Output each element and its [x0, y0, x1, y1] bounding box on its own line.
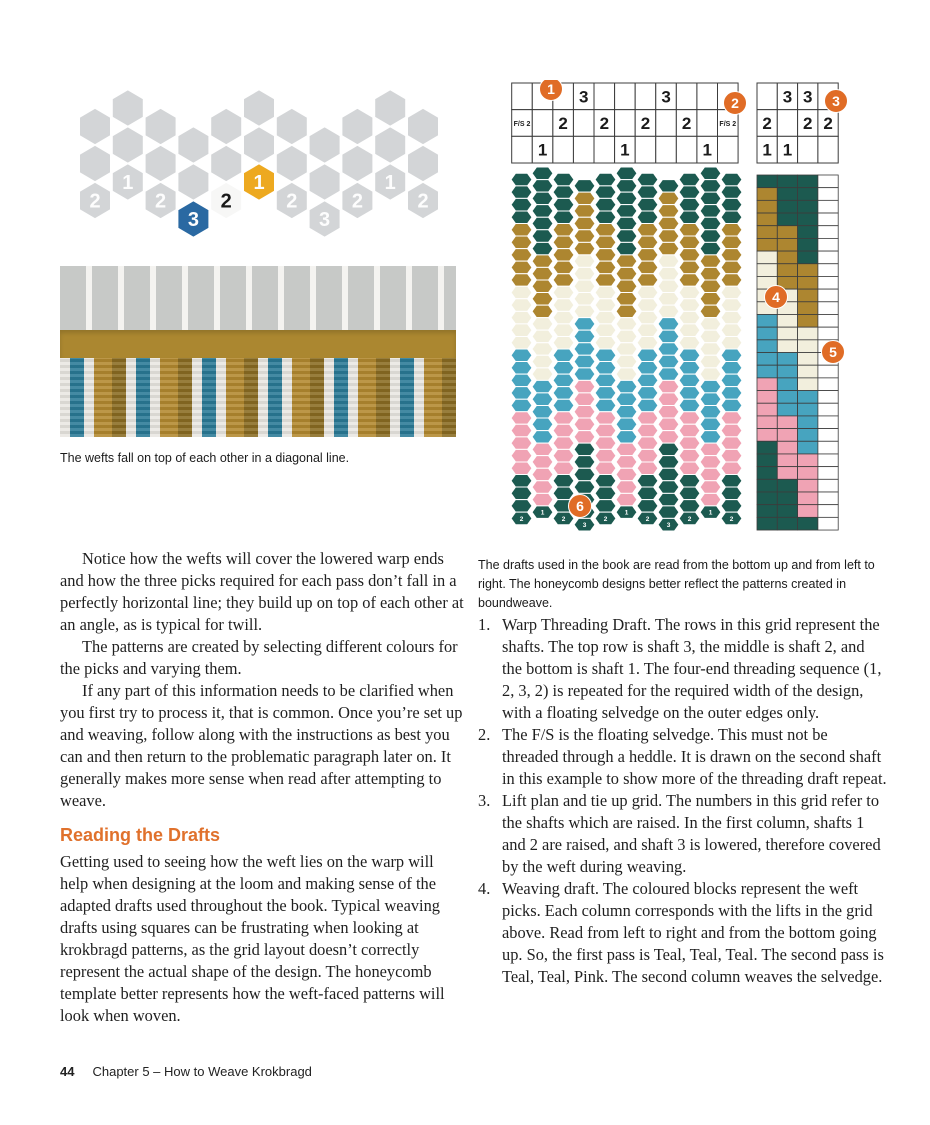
svg-text:2: 2	[687, 515, 692, 523]
svg-text:1: 1	[537, 140, 548, 160]
list-number: 2.	[478, 725, 491, 744]
svg-text:2: 2	[645, 515, 650, 523]
warp-threads	[60, 266, 456, 336]
svg-text:2: 2	[519, 515, 524, 523]
paragraph-3: If any part of this information needs to be clarified when you first try to process it, that is common. Once you’re set up and weaving, follow along with the instructions as best you can and then return to the problematic paragraph later on. It generally makes more sense when read after attempting to weave.	[60, 681, 463, 810]
svg-text:1: 1	[782, 140, 793, 160]
svg-text:3: 3	[803, 87, 813, 107]
paragraph-2: The patterns are created by selecting different colours for the picks and varying them.	[60, 637, 458, 678]
svg-text:2: 2	[681, 114, 692, 134]
chapter-title: Chapter 5 – How to Weave Krokbragd	[92, 1064, 312, 1079]
figure-badge-6	[569, 495, 592, 518]
svg-text:4: 4	[772, 289, 780, 305]
svg-text:2: 2	[220, 190, 232, 213]
figure-badge-1	[540, 80, 563, 101]
svg-text:1: 1	[620, 140, 630, 160]
figure-badge-2	[724, 92, 747, 115]
svg-text:3: 3	[187, 209, 199, 231]
list-text: Warp Threading Draft. The rows in this grid represent the shafts. The top row is shaft 3, the middle is shaft 2, and the bottom is shaft 1. The four-end threading sequence (1, 2, 3, 2) is repeated for the required width of the design, with a floating selvedge on the outer edges only.	[502, 615, 882, 722]
svg-text:1: 1	[708, 509, 713, 517]
draft-caption: The drafts used in the book are read from the bottom up and from left to right. The honeycomb designs better reflect the patterns created in boundweave.	[478, 558, 875, 610]
svg-text:3: 3	[832, 93, 840, 109]
svg-text:2: 2	[823, 114, 833, 134]
svg-text:2: 2	[803, 114, 813, 134]
svg-text:3: 3	[578, 87, 589, 107]
svg-text:F/S 2: F/S 2	[513, 121, 531, 129]
svg-text:2: 2	[351, 190, 363, 213]
list-text: The F/S is the floating selvedge. This must not be threaded through a heddle. It is drawn on the second shaft in this example to show more of the threading draft repeat.	[502, 725, 887, 788]
svg-text:3: 3	[661, 87, 671, 107]
list-number: 4.	[478, 879, 491, 898]
list-number: 1.	[478, 615, 491, 634]
svg-text:1: 1	[624, 509, 629, 517]
honeycomb-shaft-diagram	[58, 84, 460, 246]
page-footer	[60, 1064, 312, 1079]
photo-caption: The wefts fall on top of each other in a diagonal line.	[60, 451, 350, 465]
figure-badge-5	[822, 341, 845, 364]
svg-text:2: 2	[762, 114, 772, 134]
page-number: 44	[60, 1064, 75, 1079]
svg-text:2: 2	[729, 515, 734, 523]
svg-text:F/S 2: F/S 2	[719, 121, 737, 129]
figure-badge-3	[825, 90, 848, 113]
svg-text:2: 2	[603, 515, 608, 523]
svg-text:2: 2	[599, 114, 610, 134]
list-text: Lift plan and tie up grid. The numbers in this grid refer to the shafts which are raised. In the first column, shafts 1 and 2 are raised, and shaft 3 is lowered, therefore covered by the weft during weaving.	[502, 791, 881, 876]
svg-text:1: 1	[384, 172, 396, 194]
svg-text:1: 1	[540, 509, 545, 517]
woven-pattern	[60, 358, 456, 437]
svg-text:2: 2	[417, 190, 429, 213]
svg-text:2: 2	[155, 190, 167, 213]
list-text: Weaving draft. The coloured blocks represent the weft picks. Each column corresponds with the lifts in the grid above. Read from left to right and from the bottom going up. So, the first pass is Teal, Teal, Teal. The second pass is Teal, Teal, Pink. The second column weaves the selvedge.	[502, 879, 884, 986]
weaving-draft-figure	[505, 80, 890, 542]
gold-weft-band	[60, 330, 456, 358]
list-item	[478, 790, 888, 878]
svg-text:3: 3	[782, 87, 793, 107]
svg-text:2: 2	[731, 95, 739, 111]
svg-text:6: 6	[576, 498, 584, 514]
svg-text:2: 2	[89, 190, 101, 213]
svg-text:2: 2	[286, 190, 298, 213]
svg-text:1: 1	[762, 140, 772, 160]
paragraph-4: Getting used to seeing how the weft lies on the warp will help when designing at the loom and making sense of the adapted drafts used throughout the book. Typical weaving drafts using squares can be frustrating when looking at krokbragd patterns, as the grid layout doesn’t correctly represent the actual shape of the design. The honeycomb template better represents how the weft-faced patterns will look when woven.	[60, 852, 445, 1025]
svg-text:1: 1	[547, 81, 555, 97]
section-heading: Reading the Drafts	[60, 825, 221, 845]
list-item	[478, 878, 888, 988]
svg-text:3: 3	[582, 522, 587, 530]
paragraph-1: Notice how the wefts will cover the lowered warp ends and how the three picks required for each pass don’t fall in a perfectly horizontal line; they build up on top of each other at an angle, as is typical for twill.	[60, 549, 464, 634]
weaving-photo	[60, 266, 456, 437]
list-number: 3.	[478, 791, 491, 810]
list-item	[478, 614, 888, 724]
svg-text:1: 1	[122, 172, 134, 194]
svg-text:5: 5	[829, 344, 837, 360]
svg-text:1: 1	[253, 172, 265, 194]
svg-text:3: 3	[666, 522, 671, 530]
figure-badge-4	[765, 286, 788, 309]
list-item	[478, 724, 888, 790]
svg-text:2: 2	[561, 515, 566, 523]
svg-text:2: 2	[640, 114, 651, 134]
svg-text:3: 3	[319, 209, 331, 231]
svg-text:1: 1	[702, 140, 712, 160]
svg-text:2: 2	[558, 114, 568, 134]
body-text-left	[60, 548, 466, 1027]
draft-legend-list	[478, 614, 888, 988]
